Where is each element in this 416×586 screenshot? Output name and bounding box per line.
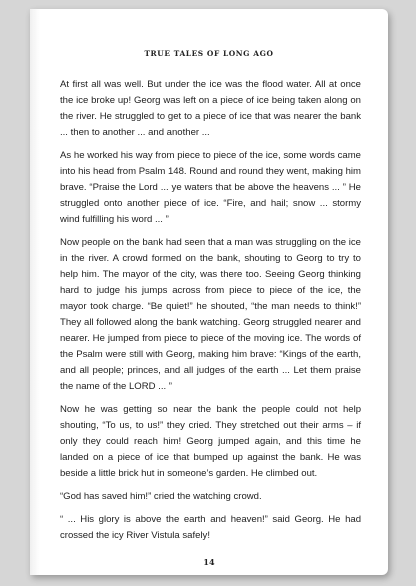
paragraph-6: “ ... His glory is above the earth and heaven!” said Georg. He had crossed the icy River Vistula safely!	[60, 514, 361, 541]
paragraph-5: “God has saved him!” cried the watching crowd.	[60, 491, 262, 502]
running-head: TRUE TALES OF LONG AGO	[144, 49, 274, 58]
paragraph-1: At first all was well. But under the ice was the flood water. All at once the ice broke up! Georg was left on a piece of ice being taken along on the river. He struggled to get to a piece of ice that was nearer the bank ... then to another ... and another ...	[60, 79, 361, 138]
book-page	[30, 9, 388, 575]
page-body-text	[60, 77, 361, 551]
page-number: 14	[203, 557, 215, 567]
paragraph-4: Now he was getting so near the bank the people could not help shouting, “To us, to us!” they cried. They stretched out their arms – if only they could reach him! Georg jumped again, and this time he landed on a piece of ice that bumped up against the bank. He was beside a little brick hut in someone’s garden. He climbed out.	[60, 404, 361, 479]
paragraph-2: As he worked his way from piece to piece of the ice, some words came into his head from Psalm 148. Round and round they went, making him brave. “Praise the Lord ... ye waters that be above the heavens ... ” He struggled onto another piece of ice. “Fire, and hail; snow ... stormy wind fulfilling his word ... ”	[60, 150, 361, 225]
paragraph-3: Now people on the bank had seen that a man was struggling on the ice in the river. A crowd formed on the bank, shouting to Georg to try to help him. The mayor of the city, was there too. Seeing Georg thinking hard to judge his jumps across from piece to piece of the ice, the mayor took charge. “Be quiet!” he shouted, “the man needs to think!” They all followed along the bank watching. Georg struggled nearer and nearer. He jumped from piece to piece of the moving ice. The words of the Psalm were still with Georg, making him brave: “Kings of the earth, and all people; princes, and all judges of the earth ... Let them praise the name of the LORD ... ”	[60, 237, 361, 392]
